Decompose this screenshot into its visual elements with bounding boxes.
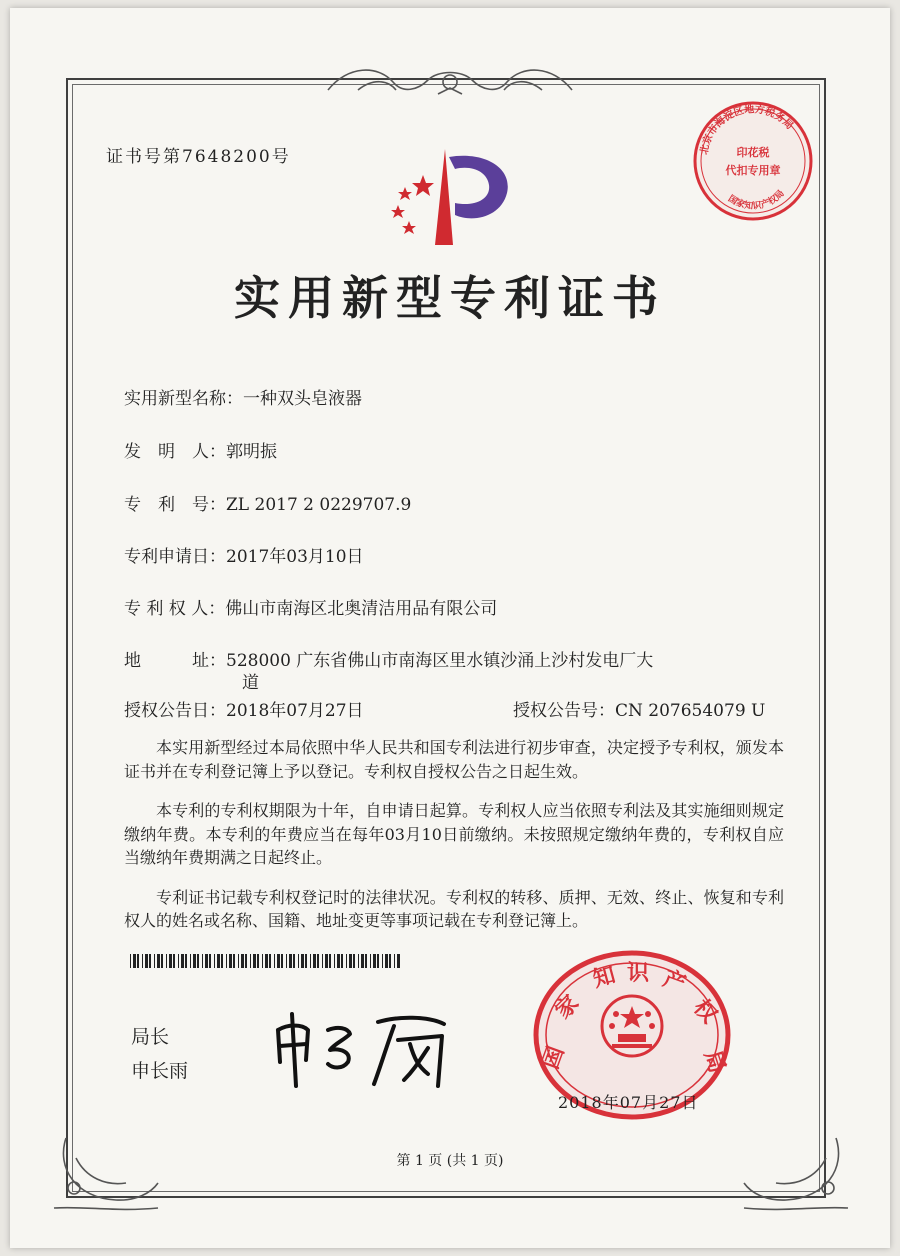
grant-date-label: 授权公告日： [124,701,226,721]
barcode-icon [130,954,400,968]
svg-text:权: 权 [688,995,722,1029]
bottom-left-ornament-icon [46,1128,166,1218]
director-name: 申长雨 [131,1060,189,1082]
stamp-inner-line1: 印花税 [736,146,770,159]
address-value-line1: 528000 广东省佛山市南海区里水镇沙涌上沙村发电厂大 [226,651,654,671]
grant-date-value: 2018年07月27日 [226,701,364,721]
address-label: 地 址： [124,651,226,671]
patent-number-value: ZL 2017 2 0229707.9 [226,495,412,515]
utility-model-name-label: 实用新型名称： [124,389,243,409]
field-grant-number [513,696,765,721]
address-value-line2: 道 [242,673,259,693]
svg-text:国: 国 [538,1043,570,1073]
grant-number-value: CN 207654079 U [615,701,766,721]
certificate-number: 证书号第7648200号 [106,147,291,167]
svg-text:产: 产 [659,966,689,998]
top-ornament-icon [318,60,582,104]
director-title: 局长 [131,1026,170,1048]
patentee-label: 专 利 权 人： [124,599,226,619]
field-grant-date [124,696,364,721]
field-patent-number [124,490,411,515]
stamp-duty-seal-icon [690,98,816,224]
field-inventor [124,437,277,462]
svg-text:知: 知 [590,962,619,993]
inventor-value: 郭明振 [226,442,277,462]
field-patentee [124,594,497,619]
patent-number-label: 专 利 号： [124,495,226,515]
body-paragraph-2: 本专利的专利权期限为十年，自申请日起算。专利权人应当依照专利法及其实施细则规定缴纳年费。本专利的年费应当在每年03月10日前缴纳。未按照规定缴纳年费的，专利权自应当缴纳年费期满之日起终止。 [124,801,784,867]
patent-office-emblem-icon [383,145,523,255]
grant-number-label: 授权公告号： [513,701,615,721]
page-number: 第 1 页 (共 1 页) [396,1153,504,1169]
field-utility-model-name [124,384,362,409]
seal-date: 2018年07月27日 [558,1093,699,1112]
bottom-right-ornament-icon [736,1128,856,1218]
inventor-label: 发 明 人： [124,442,226,462]
application-date-label: 专利申请日： [124,547,226,567]
stamp-inner-line2: 代扣专用章 [725,164,781,177]
body-paragraph-3: 专利证书记载专利权登记时的法律状况。专利权的转移、质押、无效、终止、恢复和专利权人的姓名或名称、国籍、地址变更等事项记载在专利登记簿上。 [124,887,784,930]
field-address [124,646,653,671]
patentee-value: 佛山市南海区北奥清洁用品有限公司 [225,599,498,619]
certificate-body [124,736,784,933]
svg-text:家: 家 [550,990,585,1025]
field-application-date [124,542,364,567]
svg-text:识: 识 [626,961,650,986]
body-paragraph-1: 本实用新型经过本局依照中华人民共和国专利法进行初步审查，决定授予专利权，颁发本证书并在专利登记簿上予以登记。专利权自授权公告之日起生效。 [124,738,784,781]
stamp-bottom-text: 国家知识产权局 [726,188,787,212]
director-signature-icon [268,1000,468,1090]
svg-text:局: 局 [698,1047,730,1077]
stamp-ring-text: 北京市海淀区地方税务局 [698,104,795,156]
utility-model-name-value: 一种双头皂液器 [243,389,362,409]
certificate-title: 实用新型专利证书 [234,271,666,325]
application-date-value: 2017年03月10日 [226,547,364,567]
